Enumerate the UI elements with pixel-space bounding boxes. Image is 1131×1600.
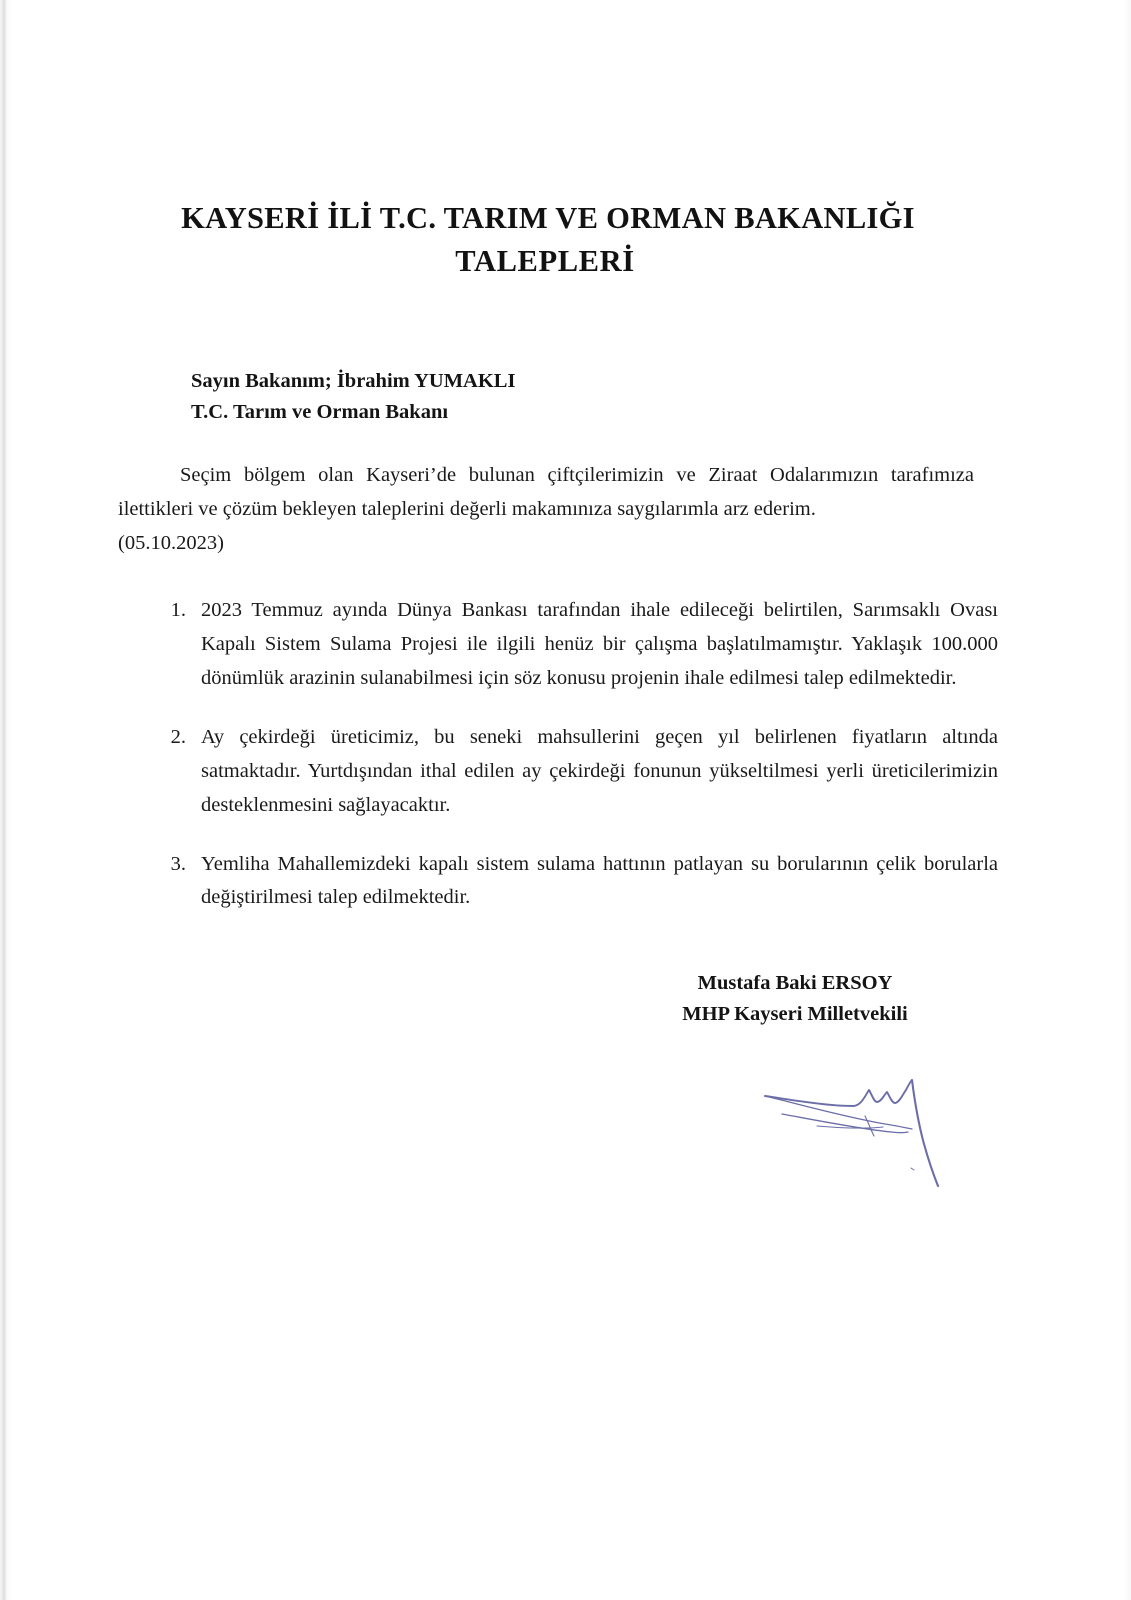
- demand-number: 1.: [170, 599, 186, 621]
- signatory-role: MHP Kayseri Milletvekili: [682, 1003, 908, 1026]
- intro-body: Seçim bölgem olan Kayseri’de bulunan çiftçilerimizin ve Ziraat Odalarımızın tarafımıza ilettikleri ve çözüm bekleyen taleplerini değerli makamınıza saygılarımla arz ederim.: [118, 464, 974, 521]
- demand-item: [152, 594, 998, 696]
- demand-text: 2023 Temmuz ayında Dünya Bankası tarafından ihale edileceği belirtilen, Sarımsaklı Ovası Kapalı Sistem Sulama Projesi ile ilgili henüz bir çalışma başlatılmamıştır. Yaklaşık 100.000 dönümlük arazinin sulanabilmesi için söz konusu projenin ihale edilmesi talep edilmektedir.: [201, 599, 998, 689]
- intro-date: (05.10.2023): [118, 532, 224, 555]
- signature-block: [600, 968, 990, 1031]
- intro-paragraph: [118, 458, 974, 560]
- demands-list: [152, 594, 998, 940]
- title-line-primary: KAYSERİ İLİ T.C. TARIM VE ORMAN BAKANLIĞI: [181, 201, 915, 235]
- handwritten-signature: [735, 1040, 965, 1190]
- demand-number: 2.: [170, 725, 186, 748]
- addressee-block: [191, 366, 515, 428]
- addressee-name: Sayın Bakanım; İbrahim YUMAKLI: [191, 370, 516, 392]
- demand-item: [152, 721, 998, 823]
- document-title: [105, 197, 985, 284]
- demand-number: 3.: [170, 852, 186, 875]
- signatory-name: Mustafa Baki ERSOY: [697, 972, 893, 994]
- demand-text: Ay çekirdeği üreticimiz, bu seneki mahsullerini geçen yıl belirlenen fiyatların altında satmaktadır. Yurtdışından ithal edilen ay çekirdeği fonunun yükseltilmesi yerli üreticilerimizin desteklenmesini sağlayacaktır.: [201, 725, 998, 816]
- addressee-title: T.C. Tarım ve Orman Bakanı: [191, 401, 449, 424]
- signature-strokes: [735, 1040, 965, 1190]
- demand-text: Yemliha Mahallemizdeki kapalı sistem sulama hattının patlayan su borularının çelik borularla değiştirilmesi talep edilmektedir.: [201, 852, 998, 909]
- demand-item: [152, 848, 998, 916]
- title-line-secondary: TALEPLERİ: [455, 244, 635, 279]
